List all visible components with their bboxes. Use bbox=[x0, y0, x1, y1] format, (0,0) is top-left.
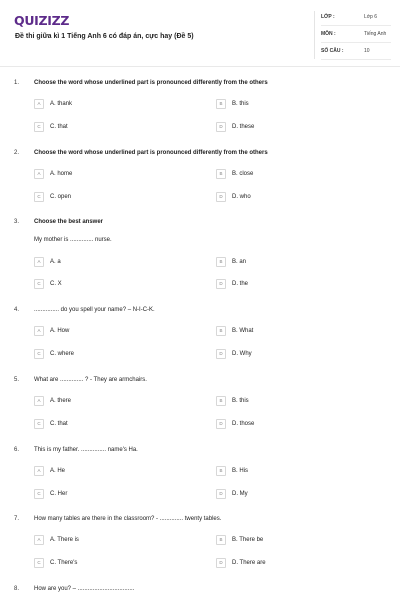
option-label: B. His bbox=[232, 467, 249, 474]
option-letter-box: A bbox=[34, 326, 44, 336]
meta-value: Lớp 6 bbox=[364, 14, 378, 20]
page-title: Đề thi giữa kì 1 Tiếng Anh 6 có đáp án, cực hay (Đề 5) bbox=[15, 33, 194, 40]
option-letter-box: C bbox=[34, 279, 44, 289]
option-letter-box: D bbox=[216, 419, 226, 429]
question-number: 4. bbox=[14, 307, 20, 313]
question-number: 2. bbox=[14, 150, 20, 156]
option-letter-box: A bbox=[34, 396, 44, 406]
option-letter-box: B bbox=[216, 396, 226, 406]
meta-row-subject bbox=[321, 28, 391, 43]
option-label: C. that bbox=[50, 123, 68, 130]
option-letter-box: B bbox=[216, 326, 226, 336]
option-letter-box: D bbox=[216, 349, 226, 359]
option-label: A. How bbox=[50, 327, 70, 334]
option-label: D. those bbox=[232, 420, 255, 427]
question-text: How are you? – .................................. bbox=[34, 586, 135, 592]
option-letter-box: C bbox=[34, 558, 44, 568]
option-letter-box: B bbox=[216, 535, 226, 545]
option-label: D. There are bbox=[232, 559, 266, 566]
option-label: D. these bbox=[232, 123, 255, 130]
option-label: C. that bbox=[50, 420, 68, 427]
header-divider bbox=[0, 66, 400, 67]
option-label: C. Her bbox=[50, 490, 68, 497]
option-letter-box: C bbox=[34, 122, 44, 132]
question-text: This is my father. ............... name's Ha. bbox=[34, 447, 138, 453]
meta-value: Tiếng Anh bbox=[364, 31, 387, 37]
option-label: A. thank bbox=[50, 100, 73, 107]
question-number: 7. bbox=[14, 516, 20, 522]
meta-value: 10 bbox=[364, 48, 370, 54]
option-label: B. an bbox=[232, 258, 247, 265]
question-number: 8. bbox=[14, 586, 20, 592]
question-text: What are .............. ? - They are armchairs. bbox=[34, 377, 147, 383]
option-letter-box: C bbox=[34, 419, 44, 429]
question-subtext: My mother is .............. nurse. bbox=[34, 237, 112, 243]
option-label: B. There be bbox=[232, 536, 264, 543]
meta-key: MÔN : bbox=[321, 31, 336, 37]
option-letter-box: A bbox=[34, 257, 44, 267]
option-label: A. There is bbox=[50, 536, 79, 543]
question-number: 5. bbox=[14, 377, 20, 383]
option-letter-box: D bbox=[216, 279, 226, 289]
question-text: Choose the word whose underlined part is pronounced differently from the others bbox=[34, 80, 268, 86]
question-text: ............... do you spell your name? – N-I-C-K. bbox=[34, 307, 155, 313]
option-label: A. a bbox=[50, 258, 61, 265]
question-number: 6. bbox=[14, 447, 20, 453]
option-label: D. My bbox=[232, 490, 248, 497]
option-letter-box: C bbox=[34, 349, 44, 359]
meta-key: LỚP : bbox=[321, 14, 335, 20]
option-label: B. this bbox=[232, 100, 249, 107]
option-letter-box: A bbox=[34, 99, 44, 109]
option-label: D. Why bbox=[232, 350, 252, 357]
option-letter-box: B bbox=[216, 466, 226, 476]
option-letter-box: B bbox=[216, 99, 226, 109]
option-label: C. X bbox=[50, 280, 62, 287]
option-label: C. open bbox=[50, 193, 72, 200]
option-letter-box: B bbox=[216, 257, 226, 267]
meta-key: SỐ CÂU : bbox=[321, 48, 344, 54]
option-letter-box: C bbox=[34, 192, 44, 202]
option-letter-box: A bbox=[34, 535, 44, 545]
option-label: B. this bbox=[232, 397, 249, 404]
question-text: Choose the word whose underlined part is pronounced differently from the others bbox=[34, 150, 268, 156]
option-label: A. He bbox=[50, 467, 66, 474]
question-number: 1. bbox=[14, 80, 20, 86]
option-letter-box: D bbox=[216, 192, 226, 202]
option-letter-box: C bbox=[34, 489, 44, 499]
option-letter-box: D bbox=[216, 489, 226, 499]
question-number: 3. bbox=[14, 219, 20, 225]
option-letter-box: D bbox=[216, 122, 226, 132]
meta-row-class bbox=[321, 11, 391, 26]
option-label: C. where bbox=[50, 350, 75, 357]
option-label: B. close bbox=[232, 170, 254, 177]
meta-panel bbox=[314, 11, 391, 59]
option-label: C. There's bbox=[50, 559, 78, 566]
option-letter-box: A bbox=[34, 466, 44, 476]
option-label: A. there bbox=[50, 397, 72, 404]
quizizz-logo: QUIZIZZ bbox=[14, 13, 70, 28]
option-label: A. home bbox=[50, 170, 73, 177]
option-label: D. the bbox=[232, 280, 249, 287]
question-text: Choose the best answer bbox=[34, 219, 104, 225]
option-label: B. What bbox=[232, 327, 254, 334]
question-text: How many tables are there in the classroom? - .............. twenty tables. bbox=[34, 516, 222, 522]
option-letter-box: A bbox=[34, 169, 44, 179]
option-letter-box: B bbox=[216, 169, 226, 179]
option-label: D. who bbox=[232, 193, 251, 200]
option-letter-box: D bbox=[216, 558, 226, 568]
meta-row-count bbox=[321, 45, 391, 60]
